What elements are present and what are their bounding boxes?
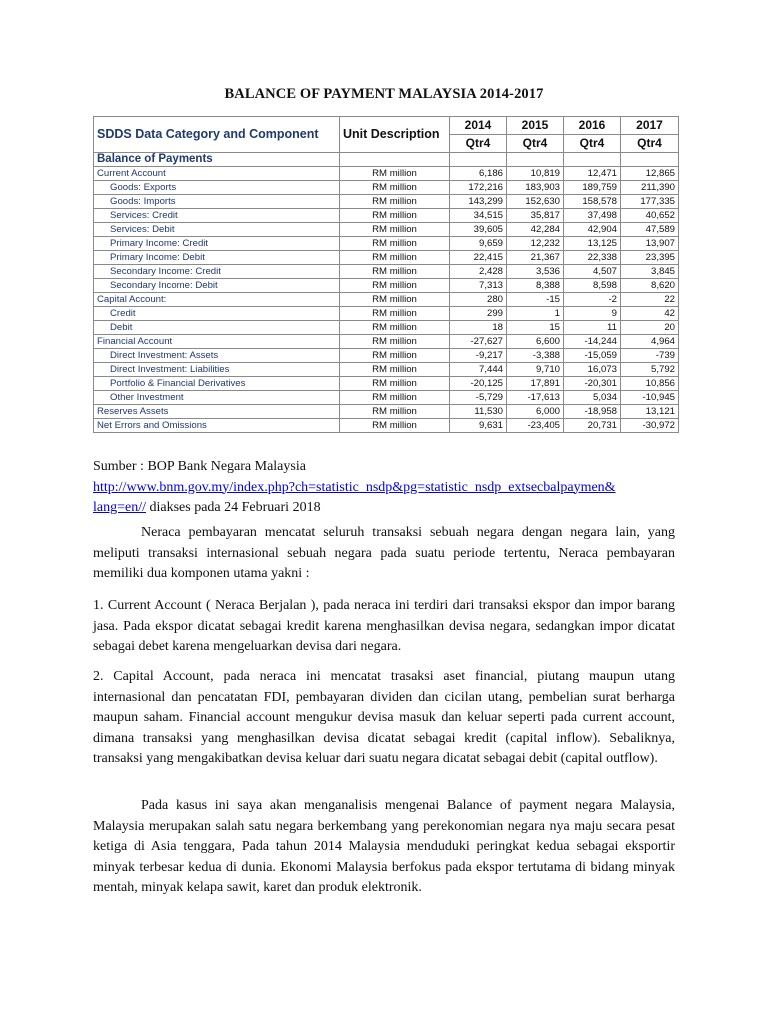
- row-value: 37,498: [564, 209, 621, 223]
- row-component: Secondary Income: Credit: [94, 265, 340, 279]
- empty-cell: [507, 153, 564, 167]
- row-component: Primary Income: Credit: [94, 237, 340, 251]
- empty-cell: [450, 153, 507, 167]
- source-link-line2[interactable]: lang=en//: [93, 500, 146, 515]
- row-value: 22,415: [450, 251, 507, 265]
- table-header-years: [94, 117, 679, 135]
- row-value: 6,000: [507, 405, 564, 419]
- header-year: 2015: [507, 117, 564, 135]
- row-value: -10,945: [621, 391, 679, 405]
- row-value: 1: [507, 307, 564, 321]
- row-unit: RM million: [340, 335, 450, 349]
- row-value: 47,589: [621, 223, 679, 237]
- table-row: [94, 405, 679, 419]
- paragraph-intro: Neraca pembayaran mencatat seluruh transaksi sebuah negara dengan negara lain, yang meliputi transaksi internasional sebuah negara pada suatu periode tertentu, Neraca pembayaran memiliki dua komponen utama yakni :: [93, 525, 675, 581]
- row-value: 6,600: [507, 335, 564, 349]
- table-row: [94, 335, 679, 349]
- row-component: Financial Account: [94, 335, 340, 349]
- row-value: 9: [564, 307, 621, 321]
- row-value: 280: [450, 293, 507, 307]
- row-value: 35,817: [507, 209, 564, 223]
- row-value: 3,845: [621, 265, 679, 279]
- row-value: 21,367: [507, 251, 564, 265]
- row-value: 12,232: [507, 237, 564, 251]
- row-value: -17,613: [507, 391, 564, 405]
- row-value: -3,388: [507, 349, 564, 363]
- row-unit: RM million: [340, 405, 450, 419]
- row-unit: RM million: [340, 195, 450, 209]
- header-quarter: Qtr4: [450, 135, 507, 153]
- row-value: 40,652: [621, 209, 679, 223]
- row-value: 183,903: [507, 181, 564, 195]
- paragraph-current-account: 1. Current Account ( Neraca Berjalan ), pada neraca ini terdiri dari transaksi ekspor dan impor barang jasa. Pada ekspor dicatat sebagai kredit karena menghasilkan devisa negara, sedangkan impor dicatat sebagai debet karena mengeluarkan devisa dari negara.: [93, 598, 675, 654]
- row-value: 172,216: [450, 181, 507, 195]
- row-value: -20,125: [450, 377, 507, 391]
- table-row: [94, 377, 679, 391]
- row-value: -27,627: [450, 335, 507, 349]
- row-component: Reserves Assets: [94, 405, 340, 419]
- row-unit: RM million: [340, 181, 450, 195]
- row-component: Secondary Income: Debit: [94, 279, 340, 293]
- document-title: BALANCE OF PAYMENT MALAYSIA 2014-2017: [224, 86, 544, 102]
- header-year: 2016: [564, 117, 621, 135]
- row-value: 8,620: [621, 279, 679, 293]
- row-value: 211,390: [621, 181, 679, 195]
- header-quarter: Qtr4: [564, 135, 621, 153]
- empty-cell: [621, 153, 679, 167]
- table-row: [94, 195, 679, 209]
- row-value: 3,536: [507, 265, 564, 279]
- row-value: -14,244: [564, 335, 621, 349]
- row-value: 177,335: [621, 195, 679, 209]
- row-value: 299: [450, 307, 507, 321]
- source-label: Sumber : BOP Bank Negara Malaysia: [93, 459, 306, 474]
- row-value: 189,759: [564, 181, 621, 195]
- row-value: -739: [621, 349, 679, 363]
- row-value: 12,865: [621, 167, 679, 181]
- row-unit: RM million: [340, 279, 450, 293]
- table-row: [94, 251, 679, 265]
- row-unit: RM million: [340, 237, 450, 251]
- row-component: Other Investment: [94, 391, 340, 405]
- row-value: 6,186: [450, 167, 507, 181]
- row-value: 152,630: [507, 195, 564, 209]
- row-component: Net Errors and Omissions: [94, 419, 340, 433]
- section-row: [94, 153, 679, 167]
- row-value: 42,904: [564, 223, 621, 237]
- row-unit: RM million: [340, 251, 450, 265]
- row-value: 42,284: [507, 223, 564, 237]
- row-value: 20: [621, 321, 679, 335]
- row-unit: RM million: [340, 223, 450, 237]
- row-value: 16,073: [564, 363, 621, 377]
- table-row: [94, 167, 679, 181]
- row-component: Goods: Exports: [94, 181, 340, 195]
- row-value: 5,034: [564, 391, 621, 405]
- row-unit: RM million: [340, 363, 450, 377]
- row-unit: RM million: [340, 321, 450, 335]
- row-value: 10,819: [507, 167, 564, 181]
- row-unit: RM million: [340, 307, 450, 321]
- row-unit: RM million: [340, 349, 450, 363]
- row-value: 22: [621, 293, 679, 307]
- bop-table: [93, 116, 679, 433]
- row-value: 7,313: [450, 279, 507, 293]
- table-row: [94, 363, 679, 377]
- table-row: [94, 349, 679, 363]
- header-quarter: Qtr4: [507, 135, 564, 153]
- section-label: Balance of Payments: [94, 153, 340, 167]
- row-value: 9,710: [507, 363, 564, 377]
- row-value: 13,907: [621, 237, 679, 251]
- header-unit: Unit Description: [340, 117, 450, 153]
- row-value: -15: [507, 293, 564, 307]
- table-row: [94, 265, 679, 279]
- row-value: 13,125: [564, 237, 621, 251]
- row-value: 4,507: [564, 265, 621, 279]
- row-value: 11: [564, 321, 621, 335]
- row-value: 22,338: [564, 251, 621, 265]
- row-unit: RM million: [340, 209, 450, 223]
- row-unit: RM million: [340, 265, 450, 279]
- row-component: Direct Investment: Liabilities: [94, 363, 340, 377]
- row-value: 12,471: [564, 167, 621, 181]
- row-component: Direct Investment: Assets: [94, 349, 340, 363]
- row-value: 18: [450, 321, 507, 335]
- row-component: Goods: Imports: [94, 195, 340, 209]
- source-link-line1[interactable]: http://www.bnm.gov.my/index.php?ch=statistic_nsdp&pg=statistic_nsdp_extsecbalpaymen&: [93, 479, 616, 495]
- row-value: -18,958: [564, 405, 621, 419]
- row-value: 9,631: [450, 419, 507, 433]
- row-unit: RM million: [340, 377, 450, 391]
- paragraph-capital-account: 2. Capital Account, pada neraca ini mencatat trasaksi aset financial, piutang maupun utang internasional dan pencatatan FDI, pembayaran dividen dan cicilan utang, pembelian surat berharga maupun saham. Financial account mengukur devisa masuk dan keluar seperti pada current account, dimana transaksi yang menghasilkan devisa dicatat sebagai kredit (capital inflow). Sebaliknya, transaksi yang mengakibatkan devisa keluar dari suatu negara dicatat sebagai debit (capital outflow).: [93, 669, 675, 766]
- row-value: 9,659: [450, 237, 507, 251]
- row-value: 20,731: [564, 419, 621, 433]
- row-value: 23,395: [621, 251, 679, 265]
- row-value: -5,729: [450, 391, 507, 405]
- row-value: 5,792: [621, 363, 679, 377]
- table-row: [94, 293, 679, 307]
- table-row: [94, 181, 679, 195]
- row-component: Debit: [94, 321, 340, 335]
- row-component: Credit: [94, 307, 340, 321]
- table-row: [94, 391, 679, 405]
- header-category: SDDS Data Category and Component: [94, 117, 340, 153]
- row-unit: RM million: [340, 167, 450, 181]
- row-value: 8,388: [507, 279, 564, 293]
- row-value: 42: [621, 307, 679, 321]
- row-value: 17,891: [507, 377, 564, 391]
- row-component: Capital Account:: [94, 293, 340, 307]
- row-unit: RM million: [340, 419, 450, 433]
- row-value: -15,059: [564, 349, 621, 363]
- empty-cell: [564, 153, 621, 167]
- source-block: [93, 457, 675, 519]
- row-value: 11,530: [450, 405, 507, 419]
- source-accessed: diakses pada 24 Februari 2018: [146, 500, 321, 515]
- row-component: Services: Debit: [94, 223, 340, 237]
- header-quarter: Qtr4: [621, 135, 679, 153]
- header-year: 2014: [450, 117, 507, 135]
- table-row: [94, 321, 679, 335]
- row-value: 10,856: [621, 377, 679, 391]
- row-value: -30,972: [621, 419, 679, 433]
- row-value: -2: [564, 293, 621, 307]
- row-value: 39,605: [450, 223, 507, 237]
- table-row: [94, 307, 679, 321]
- row-value: -23,405: [507, 419, 564, 433]
- table-row: [94, 279, 679, 293]
- bop-table-container: [93, 116, 678, 433]
- row-value: 143,299: [450, 195, 507, 209]
- table-row: [94, 237, 679, 251]
- paragraph-analysis: Pada kasus ini saya akan menganalisis mengenai Balance of payment negara Malaysia, Malaysia merupakan salah satu negara berkembang yang perekonomian negara nya maju secara pesat ketiga di Asia tenggara, Pada tahun 2014 Malaysia menduduki peringkat kedua sebagai eksportir minyak terbesar kedua di dunia. Ekonomi Malaysia berfokus pada ekspor tertutama di bidang minyak mentah, minyak kelapa sawit, karet dan produk elektronik.: [93, 798, 675, 895]
- row-value: 7,444: [450, 363, 507, 377]
- row-value: -20,301: [564, 377, 621, 391]
- header-year: 2017: [621, 117, 679, 135]
- table-row: [94, 209, 679, 223]
- row-value: 8,598: [564, 279, 621, 293]
- row-component: Portfolio & Financial Derivatives: [94, 377, 340, 391]
- row-value: 15: [507, 321, 564, 335]
- table-body: [94, 153, 679, 433]
- table-row: [94, 223, 679, 237]
- row-value: 34,515: [450, 209, 507, 223]
- empty-cell: [340, 153, 450, 167]
- row-component: Services: Credit: [94, 209, 340, 223]
- row-component: Primary Income: Debit: [94, 251, 340, 265]
- row-value: -9,217: [450, 349, 507, 363]
- table-row: [94, 419, 679, 433]
- row-value: 158,578: [564, 195, 621, 209]
- row-unit: RM million: [340, 391, 450, 405]
- row-value: 2,428: [450, 265, 507, 279]
- row-value: 4,964: [621, 335, 679, 349]
- row-unit: RM million: [340, 293, 450, 307]
- row-component: Current Account: [94, 167, 340, 181]
- row-value: 13,121: [621, 405, 679, 419]
